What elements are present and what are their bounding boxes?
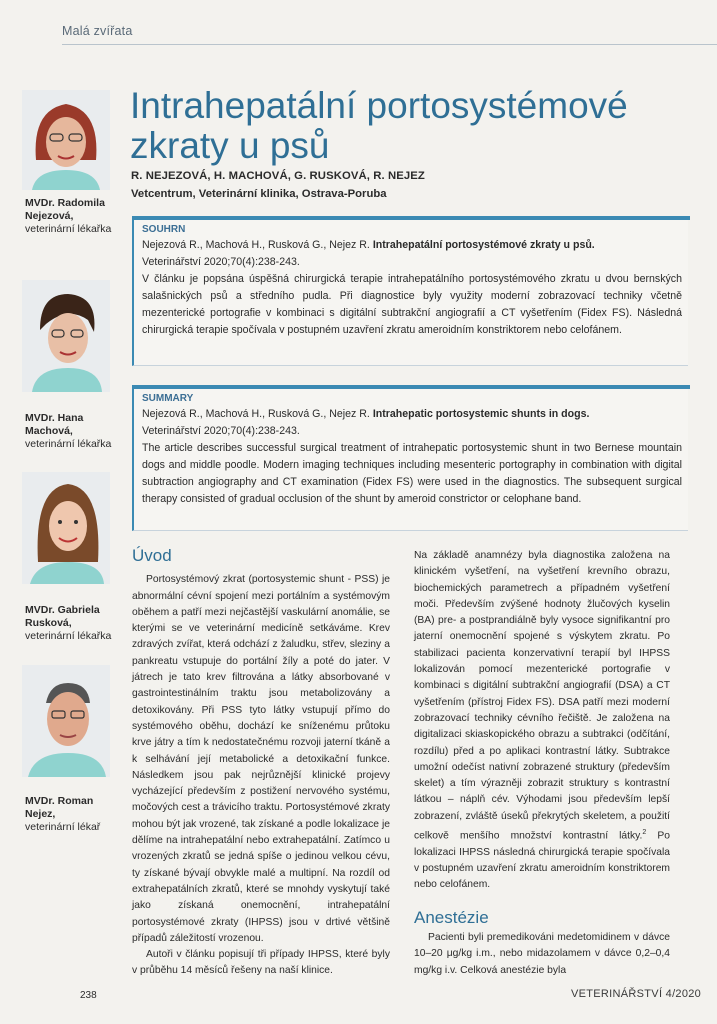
diagnostics-text-end: Po lokalizaci IHPSS následná chirurgická terapie spočívala v postupném uzavření zkratu ameroidním konstriktorem nebo celofánem. [414, 830, 670, 891]
summary-citation-authors: Nejezová R., Machová H., Rusková G., Nejez R. [142, 408, 370, 420]
souhrn-box [132, 216, 688, 366]
author-surname-2: Machová, [25, 425, 73, 437]
author-caption-3 [25, 604, 111, 643]
title-line-1: Intrahepatální portosystémové [130, 85, 628, 126]
summary-box-top-bar [134, 385, 690, 389]
author-photo-4 [22, 665, 110, 777]
author-caption-2 [25, 412, 111, 451]
souhrn-citation-title: Intrahepatální portosystémové zkraty u psů. [372, 239, 595, 251]
article-title [130, 86, 690, 166]
anestezie-paragraph: Pacienti byli premedikováni medetomidinem v dávce 10–20 μg/kg i.m., nebo midazolamem v dávce 0,2–0,4 mg/kg i.v. Celková anestézie byla [414, 931, 670, 976]
right-column [414, 548, 670, 979]
authors: R. NEJEZOVÁ, H. MACHOVÁ, G. RUSKOVÁ, R. NEJEZ [131, 170, 425, 182]
souhrn-citation-authors: Nejezová R., Machová H., Rusková G., Nejez R. [142, 239, 370, 251]
uvod-paragraph-2: Autoři v článku popisují tři případy IHPSS, které byly v průběhu 14 měsíců řešeny na naší klinice. [132, 949, 390, 977]
souhrn-box-top-bar [134, 216, 690, 220]
left-column [132, 548, 390, 980]
author-name-1: MVDr. Radomila [25, 197, 105, 209]
summary-citation-title: Intrahepatic portosystemic shunts in dogs. [372, 408, 590, 420]
author-photo-1 [22, 90, 110, 190]
souhrn-heading: SOUHRN [142, 224, 186, 235]
diagnostics-text: Na základě anamnézy byla diagnostika založena na klinickém vyšetření, na vyšetření krevního obrazu, biochemických parametrech a případném vyšetření moči. Především zvýšené hodnoty žlučových kyselin (BA) pre- a postprandiálně byly vysoce signifikantní pro jaterní onemocnění spojené s výskytem zkratu. Po stabilizaci pacienta konzervativní terapií byl IHPSS lokalizován pomocí mezenterické portografie v kombinaci s digitální subtrakční angiografií (DSA) a CT vyšetřením (přístroj Fidex FS). DSA patří mezi moderní zobrazovací techniky cévního řečiště. Je založena na digitalizaci skiaskopického obrazu a subtrakci (odčítání, rozdílu) před a po aplikaci kontrastní látky. Subtrakce umožní odečíst nativní zobrazené struktury (především skelet) a tím výrazněji zobrazit struktury s kontrastní látkou – náplň cév. Výhodami jsou především lepší zobrazení, zvláště úseků překrytých skeletem, a použití celkově menšího množství kontrastní látky. [414, 550, 670, 842]
author-caption-4 [25, 795, 100, 834]
section-tag: Malá zvířata [62, 24, 133, 38]
summary-box [132, 385, 688, 531]
diagnostics-paragraph [414, 548, 670, 894]
souhrn-text: V článku je popsána úspěšná chirurgická terapie intrahepatálního portosystémového zkratu u dvou bernských salašnických psů a středního pudla. Při diagnostice byly využity moderní zobrazovací techniky včetně mezenterické portografie v kombinaci s digitální subtrakční angiografií a CT vyšetřením (Fidex FS). Následná chirurgická terapie spočívala v postupném uzavření zkratu ameroidním konstriktorem nebo celofánem. [142, 273, 682, 336]
author-role-4: veterinární lékař [25, 821, 101, 833]
author-surname-4: Nejez, [25, 808, 56, 820]
author-photo-3 [22, 472, 110, 584]
affiliation: Vetcentrum, Veterinární klinika, Ostrava-Poruba [131, 188, 387, 200]
summary-citation-source: Veterinářství 2020;70(4):238-243. [142, 425, 300, 437]
journal-footer: VETERINÁŘSTVÍ 4/2020 [571, 988, 702, 1000]
author-name-3: MVDr. Gabriela [25, 604, 100, 616]
author-role-1: veterinární lékařka [25, 223, 112, 235]
header-rule [62, 44, 717, 45]
page-number: 238 [80, 990, 97, 1001]
uvod-paragraph-1: Portosystémový zkrat (portosystemic shunt - PSS) je abnormální cévní spojení mezi portálním a systémovým oběhem a patří mezi nejčastější vaskulární anomálie, se kterými se ve veterinární medicíně setkáváme. Krev zdravých zvířat, která odchází z žaludku, střev, sleziny a pankreatu vstupuje do portální žíly a poté do jater. V játrech je tato krev filtrována a látky absorbované v gastrointestinálním traktu jsou metabolizovány a detoxikovány. Při PSS tyto látky vstupují přímo do systémového oběhu, dochází ke sníženému průtoku krve játry a tím k nedostatečnému rozvoji jaterní tkáně a k selhávání její metabolické a detoxikační funkce. Následkem jsou pak nejrůznější klinické projevy vycházející především z postižení nervového systému, močových cest a trávicího traktu. Portosystémové zkraty mohou být jak vrozené, tak získané a podle lokalizace je dělíme na intrahepatální nebo extrahepatální. Zatímco u vrozených zkratů se jedná spíše o jedinou velkou cévu, ty získané bývají obvykle malé a multipní. Na rozdíl od extrahepatálních zkratů, které se mnohdy vyskytují také jako získaná onemocnění, intrahepatální portosystémové zkraty (IHPSS) jsou v drtivé většině případů záležitostí vrozenou. [132, 574, 390, 944]
author-surname-1: Nejezová, [25, 210, 74, 222]
author-name-2: MVDr. Hana [25, 412, 84, 424]
summary-heading: SUMMARY [142, 393, 194, 404]
author-name-4: MVDr. Roman [25, 795, 94, 807]
summary-text: The article describes successful surgical treatment of intrahepatic portosystemic shunt in two Bernese mountain dogs and middle poodle. Modern imaging techniques including mesenteric portography in combination with digital subtraction angiography and CT examination (Fidex FS) were used in the diagnostics. The subsequent surgical therapy consisted of gradual occlusion of the shunt by ameroid constrictor or celophane band. [142, 442, 682, 505]
summary-citation [142, 406, 688, 440]
anestezie-heading: Anestézie [414, 907, 489, 927]
author-role-3: veterinární lékařka [25, 630, 112, 642]
author-photo-2 [22, 280, 110, 392]
title-line-2: zkraty u psů [130, 125, 330, 166]
author-surname-3: Rusková, [25, 617, 72, 629]
souhrn-citation [142, 237, 688, 271]
reference-mark: 2 [642, 829, 647, 837]
souhrn-citation-source: Veterinářství 2020;70(4):238-243. [142, 256, 300, 268]
author-caption-1 [25, 197, 111, 236]
uvod-heading: Úvod [132, 546, 172, 565]
author-role-2: veterinární lékařka [25, 438, 112, 450]
